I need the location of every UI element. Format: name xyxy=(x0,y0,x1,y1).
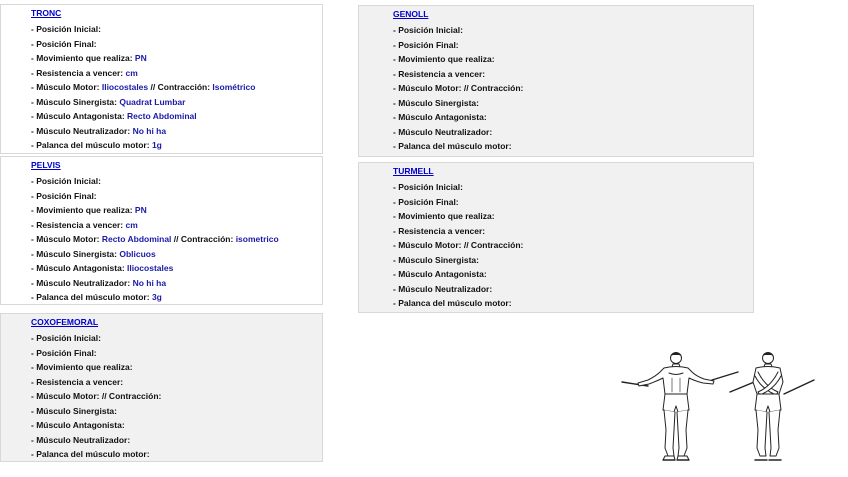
field-resistencia: - Resistencia a vencer: xyxy=(393,225,486,236)
field-antagonista: - Músculo Antagonista: Iliocostales xyxy=(31,263,174,273)
field-posicion-final: - Posición Final: xyxy=(31,190,97,201)
value-palanca: 1g xyxy=(151,140,162,150)
field-palanca: - Palanca del músculo motor: 1g xyxy=(31,140,162,150)
field-resistencia: - Resistencia a vencer: cm xyxy=(31,219,138,230)
field-antagonista: - Músculo Antagonista: xyxy=(393,269,487,279)
field-movimiento: - Movimiento que realiza: xyxy=(393,211,495,221)
value-neutralizador: No hi ha xyxy=(132,125,167,136)
field-sinergista: - Músculo Sinergista: Quadrat Lumbar xyxy=(31,96,186,107)
field-posicion-final: - Posición Final: xyxy=(31,38,97,49)
field-neutralizador: - Músculo Neutralizador: xyxy=(393,126,493,137)
field-sinergista: - Músculo Sinergista: Oblicuos xyxy=(31,248,156,259)
field-neutralizador: - Músculo Neutralizador: No hi ha xyxy=(31,277,167,288)
panel-tronc xyxy=(0,4,323,154)
figure-front xyxy=(622,353,738,461)
value-resistencia: cm xyxy=(125,67,138,78)
field-list xyxy=(31,174,279,305)
value-resistencia: cm xyxy=(125,219,138,230)
field-posicion-final: - Posición Final: xyxy=(31,347,97,358)
field-musculo-motor: - Músculo Motor: // Contracción: xyxy=(31,391,162,401)
field-posicion-inicial: - Posición Inicial: xyxy=(393,182,463,192)
value-musculo-motor: Recto Abdominal xyxy=(101,234,172,244)
field-palanca: - Palanca del músculo motor: xyxy=(393,298,512,308)
value-palanca: 3g xyxy=(151,292,162,302)
field-list xyxy=(393,180,523,311)
field-posicion-inicial: - Posición Inicial: xyxy=(31,333,101,343)
field-resistencia: - Resistencia a vencer: xyxy=(393,68,486,79)
field-sinergista: - Músculo Sinergista: xyxy=(393,254,479,265)
value-sinergista: Quadrat Lumbar xyxy=(119,96,186,107)
value-antagonista: Iliocostales xyxy=(127,263,174,273)
field-posicion-inicial: - Posición Inicial: xyxy=(31,176,101,186)
value-movimiento: PN xyxy=(134,53,147,63)
field-neutralizador: - Músculo Neutralizador: xyxy=(31,434,131,445)
field-posicion-final: - Posición Final: xyxy=(393,196,459,207)
field-list xyxy=(393,23,523,154)
panel-title-coxofemoral[interactable]: COXOFEMORAL xyxy=(31,317,99,327)
field-antagonista: - Músculo Antagonista: Recto Abdominal xyxy=(31,111,197,121)
value-neutralizador: No hi ha xyxy=(132,277,167,288)
field-movimiento: - Movimiento que realiza: xyxy=(31,362,133,372)
field-posicion-final: - Posición Final: xyxy=(393,39,459,50)
field-sinergista: - Músculo Sinergista: xyxy=(393,97,479,108)
field-musculo-motor: - Músculo Motor: // Contracción: xyxy=(393,240,524,250)
value-contraccion: Isométrico xyxy=(212,82,256,92)
field-palanca: - Palanca del músculo motor: 3g xyxy=(31,292,162,302)
field-movimiento: - Movimiento que realiza: xyxy=(393,54,495,64)
panel-title-tronc[interactable]: TRONC xyxy=(31,8,62,18)
field-movimiento: - Movimiento que realiza: PN xyxy=(31,53,147,63)
field-resistencia: - Resistencia a vencer: xyxy=(31,376,124,387)
field-neutralizador: - Músculo Neutralizador: xyxy=(393,283,493,294)
value-musculo-motor: Iliocostales xyxy=(101,82,149,92)
field-list xyxy=(31,331,161,462)
panel-title-turmell[interactable]: TURMELL xyxy=(393,166,434,176)
cable-crossover-exercise-figure-icon xyxy=(618,348,818,470)
value-movimiento: PN xyxy=(134,205,147,215)
figure-crossed xyxy=(730,353,814,461)
panel-genoll xyxy=(358,5,754,157)
field-palanca: - Palanca del músculo motor: xyxy=(31,449,150,459)
field-antagonista: - Músculo Antagonista: xyxy=(31,420,125,430)
field-palanca: - Palanca del músculo motor: xyxy=(393,141,512,151)
field-musculo-motor: - Músculo Motor: Iliocostales // Contracción: Isométrico xyxy=(31,82,256,92)
field-antagonista: - Músculo Antagonista: xyxy=(393,112,487,122)
field-posicion-inicial: - Posición Inicial: xyxy=(393,25,463,35)
panel-coxofemoral xyxy=(0,313,323,462)
field-list xyxy=(31,22,255,153)
value-sinergista: Oblicuos xyxy=(119,248,156,259)
field-neutralizador: - Músculo Neutralizador: No hi ha xyxy=(31,125,167,136)
field-movimiento: - Movimiento que realiza: PN xyxy=(31,205,147,215)
panel-title-pelvis[interactable]: PELVIS xyxy=(31,160,61,170)
panel-pelvis xyxy=(0,156,323,305)
field-musculo-motor: - Músculo Motor: Recto Abdominal // Contracción: isometrico xyxy=(31,234,279,244)
value-contraccion: isometrico xyxy=(235,234,279,244)
field-resistencia: - Resistencia a vencer: cm xyxy=(31,67,138,78)
field-sinergista: - Músculo Sinergista: xyxy=(31,405,117,416)
field-posicion-inicial: - Posición Inicial: xyxy=(31,24,101,34)
panel-title-genoll[interactable]: GENOLL xyxy=(393,9,429,19)
panel-turmell xyxy=(358,162,754,313)
field-musculo-motor: - Músculo Motor: // Contracción: xyxy=(393,83,524,93)
value-antagonista: Recto Abdominal xyxy=(127,111,197,121)
